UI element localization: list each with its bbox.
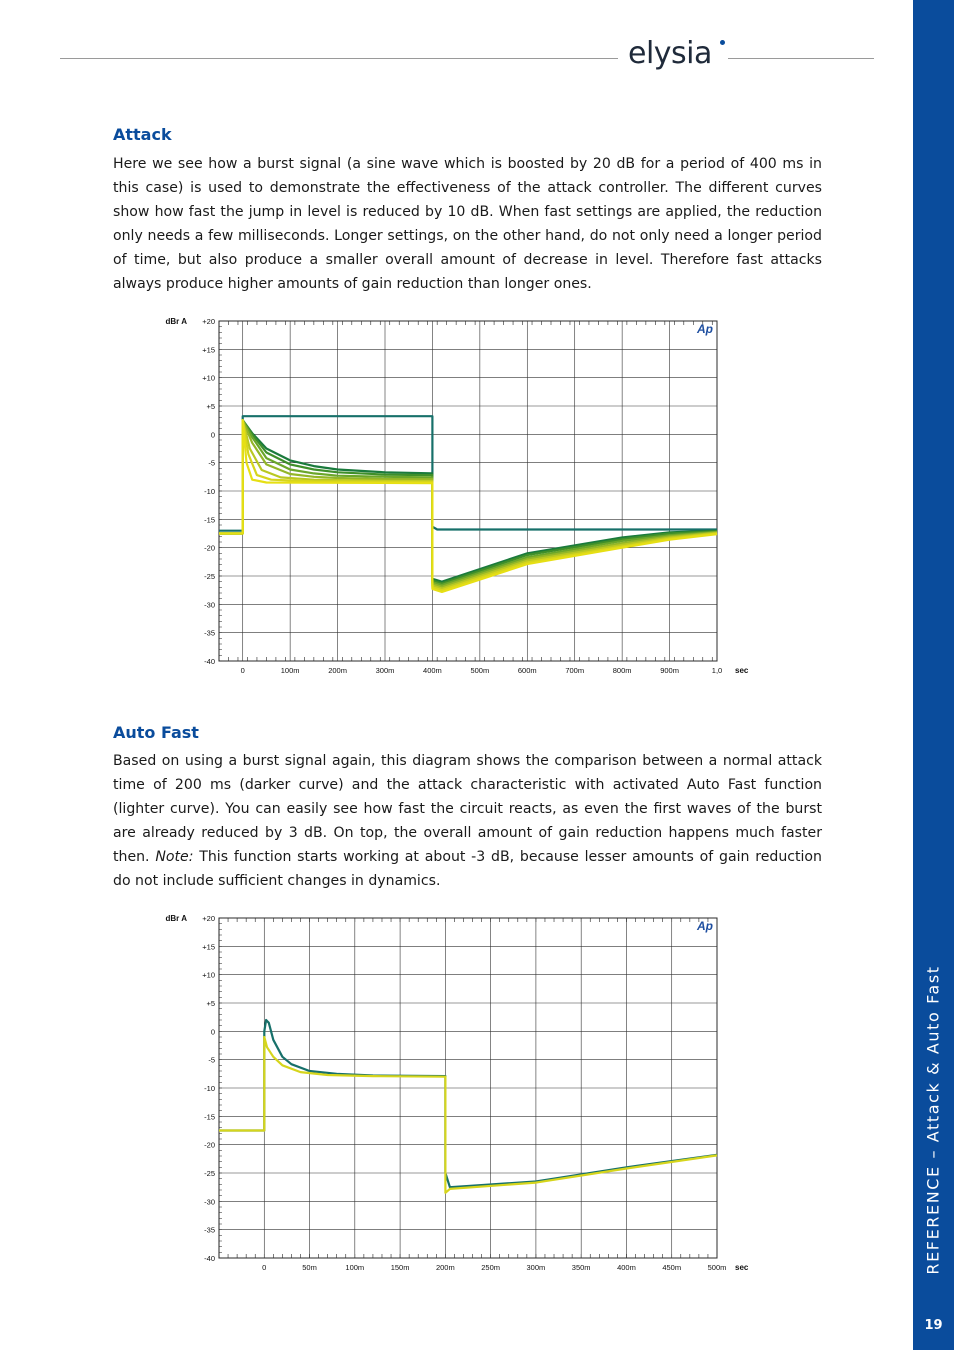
x-tick-label: 900m — [660, 666, 679, 675]
x-tick-label: 500m — [707, 1263, 727, 1272]
y-tick-label: +5 — [206, 999, 215, 1008]
x-axis-unit: sec — [735, 1263, 749, 1272]
y-tick-label: -25 — [204, 1169, 215, 1178]
x-tick-label: 200m — [435, 1263, 455, 1272]
y-tick-label: +15 — [202, 345, 215, 355]
y-tick-label: -15 — [204, 515, 215, 525]
y-tick-label: -40 — [204, 1254, 215, 1263]
attack-paragraph: Here we see how a burst signal (a sine wave which is boosted by 20 dB for a period of 400 ms in this case) is used to demonstrate the effectiveness of the attack controller. The different curves show how fast the jump in level is reduced by 10 dB. When fast settings are applied, the reduction only needs a few milliseconds. Longer settings, on the other hand, do not only need a longer period of time, but also produce a smaller overall amount of decrease in level. Therefore fast attacks always produce higher amounts of gain reduction than longer ones. — [113, 156, 822, 293]
autofast-chart — [140, 906, 770, 1276]
attack-chart — [140, 308, 770, 683]
autofast-paragraph — [113, 749, 822, 894]
y-tick-label: 0 — [210, 1027, 215, 1037]
y-tick-label: +20 — [202, 914, 215, 923]
x-tick-label: 150m — [390, 1263, 410, 1272]
y-tick-label: -35 — [204, 1225, 215, 1235]
y-tick-label: -30 — [204, 600, 215, 610]
y-tick-label: +10 — [202, 970, 215, 980]
x-tick-label: 600m — [517, 666, 537, 675]
x-tick-label: 450m — [662, 1263, 682, 1272]
y-tick-label: -5 — [208, 1055, 215, 1065]
y-axis-label: dBr A — [165, 914, 187, 923]
audio-precision-logo: Ap — [697, 919, 713, 933]
y-tick-label: -15 — [204, 1112, 215, 1122]
x-tick-label: 0 — [262, 1263, 267, 1272]
y-tick-label: 0 — [210, 430, 215, 440]
x-tick-label: 400m — [617, 1263, 636, 1272]
y-tick-label: -20 — [204, 1140, 215, 1150]
y-tick-label: -10 — [204, 487, 215, 496]
x-tick-label: 800m — [612, 666, 632, 675]
y-tick-label: +5 — [206, 402, 215, 411]
x-tick-label: 200m — [328, 666, 347, 675]
header-rule-right — [728, 58, 874, 59]
x-tick-label: 400m — [423, 666, 442, 675]
attack-heading: Attack — [113, 125, 172, 144]
x-tick-label: 100m — [280, 666, 300, 675]
x-tick-label: 700m — [565, 666, 585, 675]
x-tick-label: 300m — [526, 1263, 546, 1272]
y-tick-label: +15 — [202, 942, 215, 952]
note-text: This function starts working at about -3 dB, because lesser amounts of gain reduction do not include sufficient changes in dynamics. — [113, 849, 822, 890]
y-tick-label: -20 — [204, 543, 215, 553]
x-tick-label: 350m — [571, 1263, 591, 1272]
y-tick-label: -30 — [204, 1197, 215, 1207]
autofast-body: Based on using a burst signal again, this diagram shows the comparison between a normal attack time of 200 ms (darker curve) and the attack characteristic with activated Auto Fast function (lighter curve). You can easily see how fast the circuit reacts, as even the first waves of the burst are already reduced by 3 dB. On top, the overall amount of gain reduction happens much faster then. — [113, 753, 822, 866]
x-tick-label: 1,0 — [711, 666, 723, 675]
y-tick-label: +20 — [202, 317, 215, 326]
elysia-logo: elysia — [628, 36, 712, 71]
x-tick-label: 0 — [240, 666, 245, 675]
x-tick-label: 50m — [302, 1263, 317, 1272]
x-axis-unit: sec — [735, 666, 749, 675]
y-tick-label: -5 — [208, 458, 215, 468]
logo-dot — [720, 40, 725, 45]
x-tick-label: 100m — [345, 1263, 365, 1272]
audio-precision-logo: Ap — [697, 322, 713, 336]
sidebar-section-title: REFERENCE – Attack & Auto Fast — [923, 965, 943, 1275]
y-tick-label: +10 — [202, 373, 215, 383]
x-tick-label: 500m — [470, 666, 490, 675]
autofast-heading: Auto Fast — [113, 723, 199, 742]
page-number: 19 — [924, 1318, 943, 1333]
y-axis-label: dBr A — [165, 317, 187, 326]
y-tick-label: -10 — [204, 1084, 215, 1093]
note-label: Note: — [155, 849, 194, 866]
y-tick-label: -40 — [204, 657, 215, 666]
x-tick-label: 300m — [375, 666, 395, 675]
y-tick-label: -25 — [204, 572, 215, 581]
x-tick-label: 250m — [481, 1263, 501, 1272]
y-tick-label: -35 — [204, 628, 215, 638]
header-rule-left — [60, 58, 618, 59]
